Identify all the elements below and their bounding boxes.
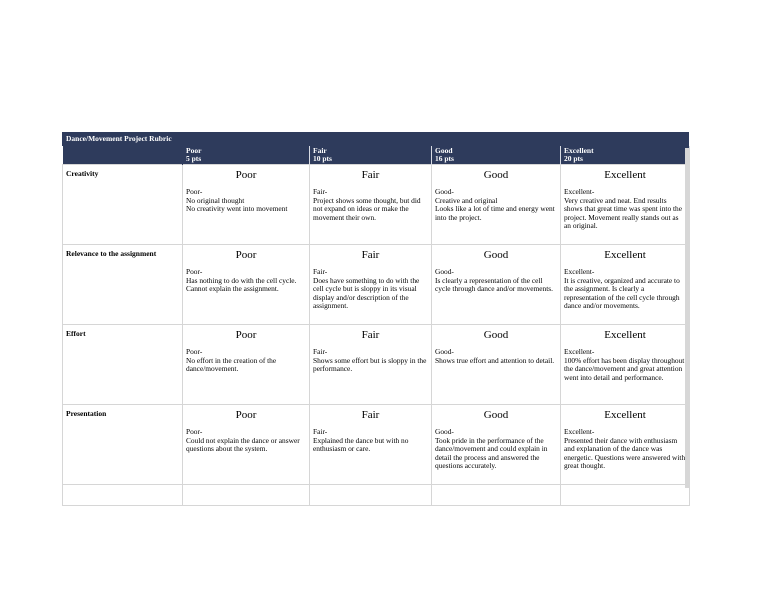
level-description: Fair- Explained the dance but with no enthusiasm or care. (313, 427, 409, 454)
rating-cell (183, 245, 310, 325)
header-fair: Fair 10 pts (310, 146, 432, 165)
rating-cell (561, 165, 690, 245)
table-row (63, 405, 690, 485)
level-label: Poor (235, 169, 257, 181)
level-label: Poor (235, 249, 257, 261)
level-description: Fair- Does have something to do with the cell cycle but is sloppy in its visual display and/or description of the assignment. (313, 267, 420, 311)
rubric-title: Dance/Movement Project Rubric (62, 132, 689, 146)
empty-cell (183, 485, 310, 506)
level-label: Excellent (604, 169, 646, 181)
rating-cell (432, 325, 561, 405)
level-description: Excellent- Very creative and neat. End results shows that great time was spent into the project. Movement really stands out as an original. (564, 187, 683, 231)
level-description: Fair- Shows some effort but is sloppy in the performance. (313, 347, 427, 374)
rating-cell (183, 405, 310, 485)
header-criterion (63, 146, 183, 165)
level-label: Good (483, 169, 509, 181)
level-description: Excellent- 100% effort has been display throughout the dance/movement and great attention went into detail and performance. (564, 347, 685, 382)
rating-cell (561, 245, 690, 325)
criterion-cell: Presentation (63, 405, 183, 485)
rating-cell (310, 245, 432, 325)
vertical-scrollbar[interactable] (685, 148, 690, 488)
level-label: Good (483, 409, 509, 421)
level-description: Good- Shows true effort and attention to detail. (435, 347, 555, 365)
level-description: Excellent- Presented their dance with enthusiasm and explanation of the dance was energetic. Questions were answered with great thought. (564, 427, 686, 471)
rubric-table (62, 146, 690, 506)
level-description: Poor- No original thought No creativity went into movement (186, 187, 288, 214)
rating-cell (310, 165, 432, 245)
table-row (63, 245, 690, 325)
empty-cell (561, 485, 690, 506)
empty-cell (63, 485, 183, 506)
level-label: Excellent (604, 409, 646, 421)
empty-cell (310, 485, 432, 506)
criterion-cell: Relevance to the assignment (63, 245, 183, 325)
level-label: Poor (235, 409, 257, 421)
level-description: Poor- No effort in the creation of the dance/movement. (186, 347, 277, 374)
header-good: Good 16 pts (432, 146, 561, 165)
rating-cell (432, 165, 561, 245)
level-description: Good- Is clearly a representation of the cell cycle through dance and/or movements. (435, 267, 554, 294)
level-label: Fair (361, 249, 380, 261)
level-label: Excellent (604, 249, 646, 261)
level-description: Poor- Has nothing to do with the cell cycle. Cannot explain the assignment. (186, 267, 297, 294)
level-label: Poor (235, 329, 257, 341)
level-label: Excellent (604, 329, 646, 341)
level-label: Fair (361, 409, 380, 421)
level-label: Good (483, 329, 509, 341)
level-label: Good (483, 249, 509, 261)
rating-cell (561, 325, 690, 405)
level-description: Good- Took pride in the performance of the dance/movement and could explain in detail the process and answered the questions accurately. (435, 427, 548, 471)
level-description: Fair- Project shows some thought, but did not expand on ideas or make the movement their own. (313, 187, 421, 222)
level-label: Fair (361, 329, 380, 341)
rating-cell (183, 325, 310, 405)
criterion-cell: Effort (63, 325, 183, 405)
table-row (63, 165, 690, 245)
level-description: Poor- Could not explain the dance or answer questions about the system. (186, 427, 300, 454)
rating-cell (183, 165, 310, 245)
rating-cell (432, 405, 561, 485)
level-description: Excellent- It is creative, organized and accurate to the assignment. Is clearly a representation of the cell cycle through dance and/or movements. (564, 267, 680, 311)
header-excellent: Excellent 20 pts (561, 146, 690, 165)
level-label: Fair (361, 169, 380, 181)
level-description: Good- Creative and original Looks like a lot of time and energy went into the project. (435, 187, 555, 222)
header-poor: Poor 5 pts (183, 146, 310, 165)
header-row (63, 146, 690, 165)
rubric (62, 132, 689, 506)
empty-cell (432, 485, 561, 506)
rating-cell (561, 405, 690, 485)
rating-cell (432, 245, 561, 325)
rating-cell (310, 325, 432, 405)
table-row (63, 325, 690, 405)
criterion-cell: Creativity (63, 165, 183, 245)
rating-cell (310, 405, 432, 485)
empty-row (63, 485, 690, 506)
